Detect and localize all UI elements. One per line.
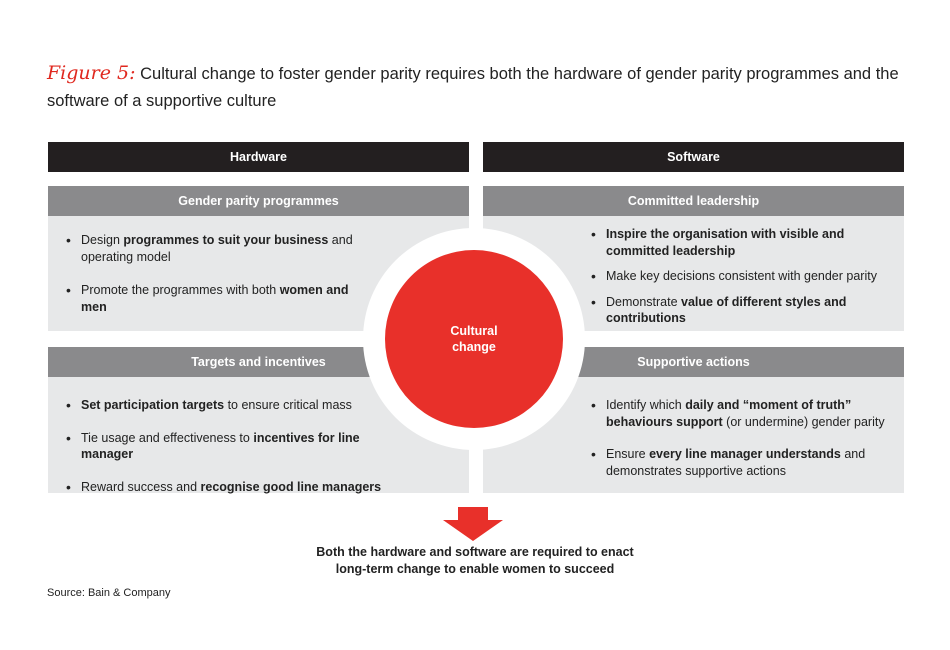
- figure-label: Figure 5:: [47, 62, 136, 84]
- bullet-text-run: Reward success and: [81, 479, 201, 494]
- down-arrow-icon: [443, 507, 503, 541]
- bullet-text-run: Design: [81, 233, 124, 247]
- bullet-bold-run: Set participation targets: [81, 398, 225, 412]
- targets-incentives-list: [64, 397, 404, 495]
- bullet-bold-run: value of different styles and contributions: [606, 294, 847, 325]
- bullet-text-run: and operating model: [81, 233, 353, 264]
- bullet-text-run: Make key decisions consistent with gender parity: [606, 269, 877, 283]
- cultural-change-label: Cultural change: [450, 324, 498, 354]
- bullet-item: [589, 268, 901, 285]
- cultural-change-circle: [385, 250, 563, 428]
- bullet-item: [589, 397, 894, 430]
- committed-leadership-heading: Committed leadership: [483, 186, 904, 216]
- software-header: Software: [483, 142, 904, 172]
- bullet-bold-run: daily and “moment of truth” behaviours support: [606, 398, 852, 429]
- bullet-text-run: Ensure: [606, 447, 650, 461]
- conclusion-text: Both the hardware and software are required to enact long-term change to enable women to succeed: [316, 545, 634, 576]
- bullet-item: [589, 226, 901, 259]
- bullet-text-run: and demonstrates supportive actions: [606, 447, 866, 478]
- bullet-bold-run: Inspire the organisation with visible and committed leadership: [606, 227, 845, 258]
- bullet-text-run: to ensure critical mass: [224, 398, 352, 412]
- figure-title-text: Cultural change to foster gender parity requires both the hardware of gender parity programmes and the software of a supportive culture: [47, 65, 899, 110]
- gender-parity-programmes-heading: Gender parity programmes: [48, 186, 469, 216]
- bullet-bold-run: every line manager understands: [649, 447, 841, 461]
- targets-incentives-heading: Targets and incentives: [48, 347, 469, 377]
- bullet-item: [64, 282, 354, 315]
- bullet-text-run: (or undermine) gender parity: [722, 414, 885, 429]
- supportive-actions-heading: Supportive actions: [483, 347, 904, 377]
- source-note: Source: Bain & Company: [47, 587, 171, 599]
- gender-parity-programmes-list: [64, 232, 354, 315]
- bullet-item: [589, 294, 901, 327]
- bullet-bold-run: recognise good line managers: [200, 479, 382, 494]
- bullet-text-run: Promote the programmes with both: [81, 283, 280, 297]
- bullet-bold-run: programmes to suit your business: [123, 233, 329, 247]
- figure-title: [47, 60, 917, 115]
- bullet-item: [64, 479, 404, 496]
- bullet-item: [64, 397, 404, 414]
- committed-leadership-list: [589, 226, 901, 327]
- bullet-item: [589, 446, 894, 479]
- supportive-actions-list: [589, 397, 894, 479]
- hardware-header: Hardware: [48, 142, 469, 172]
- bullet-text-run: Tie usage and effectiveness to: [81, 430, 254, 445]
- bullet-bold-run: women and men: [81, 283, 349, 314]
- bullet-text-run: Identify which: [606, 398, 686, 412]
- bullet-item: [64, 232, 354, 265]
- bullet-item: [64, 430, 404, 463]
- bullet-text-run: Demonstrate: [606, 294, 682, 309]
- bullet-bold-run: incentives for line manager: [81, 430, 360, 461]
